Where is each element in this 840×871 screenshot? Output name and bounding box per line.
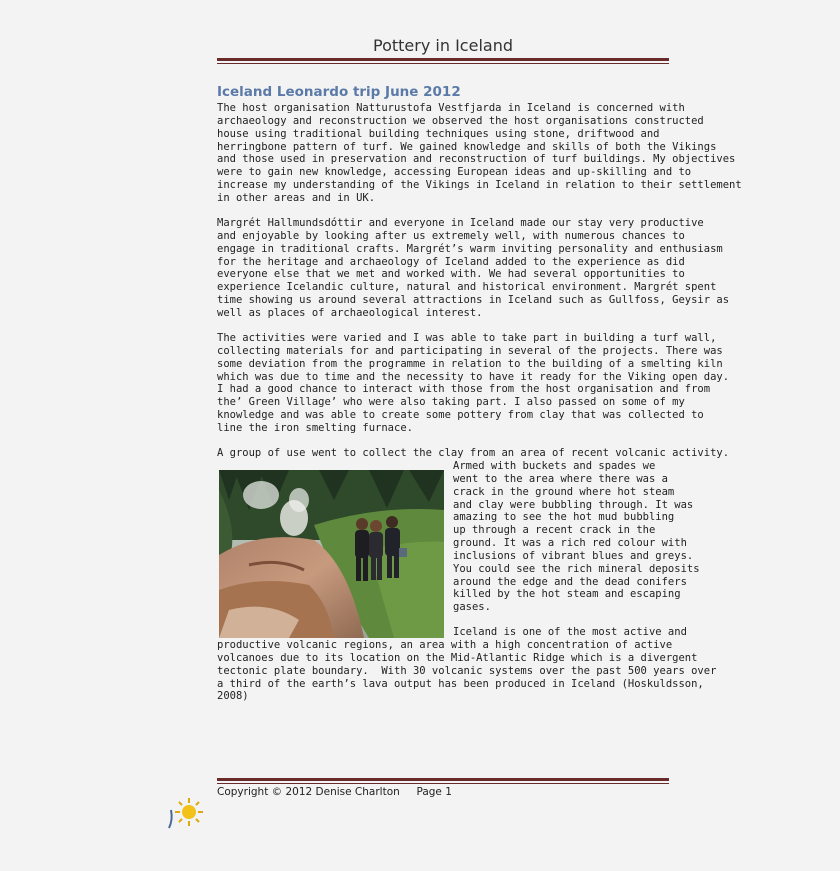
paragraph-1: The host organisation Natturustofa Vestfjarda in Iceland is concerned with archaeology and reconstruction we observed the host organisations constructed house using traditional building techniques using stone, driftwood and herringbone pattern of turf. We gained knowledge and skills of both the Vikings and those used in preservation and reconstruction of turf buildings. My objectives were to gain new knowledge, accessing European ideas and up-skilling and to increase my understanding of the Vikings in Iceland in relation to their settlement in other areas and in UK. — [217, 102, 742, 204]
volcanic-area-photo — [219, 470, 444, 638]
article-heading: Iceland Leonardo trip June 2012 — [217, 84, 461, 100]
paragraph-4-wrap: Armed with buckets and spades we went to the area where there was a crack in the ground where hot steam and clay were bubbling through. It was amazing to see the hot mud bubbling up through a recent crack in the ground. It was a rich red colour with inclusions of vibrant blues and greys. You could see the rich mineral deposits around the edge and the dead conifers killed by the hot steam and escaping gases. — [453, 460, 700, 614]
paragraph-3: The activities were varied and I was able to take part in building a turf wall, collecting materials for and participating in several of the projects. There was some deviation from the programme in relation to the building of a smelting kiln which was due to time and the necessity to have it ready for the Viking open day. I had a good chance to interact with those from the host organisation and from the’ Green Village’ who were also taking part. I also passed on some of my knowledge and was able to create some pottery from clay that was collected to line the iron smelting furnace. — [217, 332, 730, 434]
footer-rule — [217, 778, 669, 784]
page-header-title: Pottery in Iceland — [373, 36, 513, 55]
paragraph-4-intro: A group of use went to collect the clay from an area of recent volcanic activity. — [217, 447, 730, 459]
footer-copyright: Copyright © 2012 Denise Charlton Page 1 — [217, 786, 452, 798]
paragraph-5-rest: productive volcanic regions, an area with a high concentration of active volcanoes due to its location on the Mid-Atlantic Ridge which is a divergent tectonic plate boundary. With 30 volcanic systems over the past 500 years over a third of the earth’s lava output has been produced in Iceland (Hoskuldsson, 2008) — [217, 639, 717, 703]
header-rule — [217, 58, 669, 64]
paragraph-5-wrap: Iceland is one of the most active and — [453, 626, 687, 638]
sun-logo-icon — [165, 794, 205, 834]
paragraph-2: Margrét Hallmundsdóttir and everyone in Iceland made our stay very productive and enjoyable by looking after us extremely well, with numerous chances to engage in traditional crafts. Margrét’s warm inviting personality and enthusiasm for the heritage and archaeology of Iceland added to the experience as did everyone else that we met and worked with. We had several opportunities to experience Icelandic culture, natural and historical environment. Margrét spent time showing us around several attractions in Iceland such as Gullfoss, Geysir as well as places of archaeological interest. — [217, 217, 730, 319]
